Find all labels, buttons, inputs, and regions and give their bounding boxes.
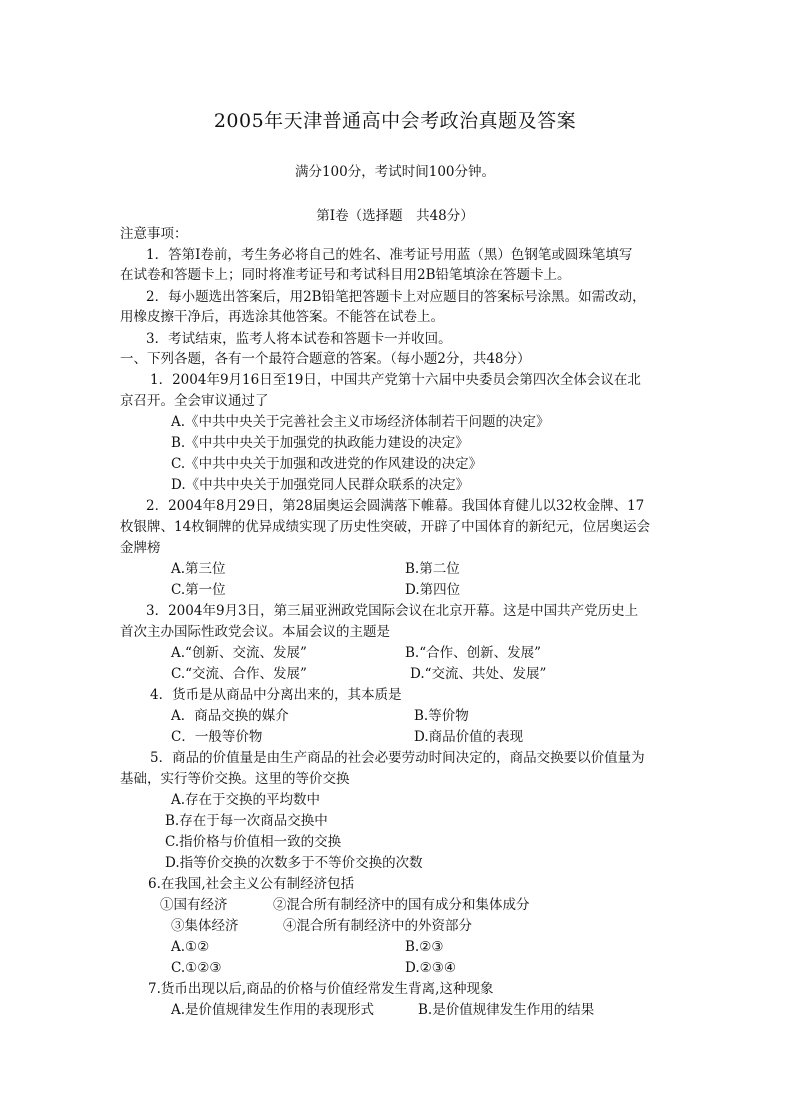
question-5-option-d: D.指等价交换的次数多于不等价交换的次数 xyxy=(165,855,423,871)
question-6-item-2: ②混合所有制经济中的国有成分和集体成分 xyxy=(273,897,530,913)
section-heading xyxy=(0,204,790,224)
question-6-option-c: C.①②③ xyxy=(171,960,222,976)
question-5-option-a: A.存在于交换的平均数中 xyxy=(171,792,321,808)
question-3-option-a: A.“创新、交流、发展” xyxy=(171,645,307,661)
page-title: 2005年天津普通高中会考政治真题及答案 xyxy=(213,110,577,132)
question-4-line-1: 4．货币是从商品中分离出来的，其本质是 xyxy=(150,687,402,703)
question-6-item-4: ④混合所有制经济中的外资部分 xyxy=(283,918,472,934)
question-5-line-2: 基础，实行等价交换。这里的等价交换 xyxy=(120,771,350,787)
question-2-line-3: 金牌榜 xyxy=(120,540,161,556)
question-2-option-a: A.第三位 xyxy=(171,561,226,577)
question-5-option-c: C.指价格与价值相一致的交换 xyxy=(165,834,342,850)
question-3-option-c: C.“交流、合作、发展” xyxy=(171,666,307,682)
question-2-option-b: B.第二位 xyxy=(405,561,460,577)
notice-line-1: 1．答第Ⅰ卷前，考生务必将自己的姓名、准考证号用蓝（黑）色钢笔或圆珠笔填写 xyxy=(146,247,633,263)
question-2-line-1: 2．2004年8月29日，第28届奥运会圆满落下帷幕。我国体育健儿以32枚金牌、17 xyxy=(146,498,645,514)
exam-subtitle: 满分100分，考试时间100分钟。 xyxy=(294,164,496,180)
question-7-option-b: B.是价值规律发生作用的结果 xyxy=(418,1002,595,1018)
question-5-line-1: 5．商品的价值量是由生产商品的社会必要劳动时间决定的，商品交换要以价值量为 xyxy=(150,750,645,766)
question-1-option-a: A.《中共中央关于完善社会主义市场经济体制若干问题的决定》 xyxy=(171,414,550,430)
notice-line-3: 2．每小题选出答案后，用2B铅笔把答题卡上对应题目的答案标号涂黑。如需改动， xyxy=(146,289,646,305)
question-3-line-1: 3．2004年9月3日，第三届亚洲政党国际会议在北京开幕。这是中国共产党历史上 xyxy=(146,603,639,619)
notice-line-5: 3．考试结束，监考人将本试卷和答题卡一并收回。 xyxy=(146,331,452,347)
section-heading-text: 第Ⅰ卷（选择题 共48分） xyxy=(316,208,474,224)
part-one-heading: 一、下列各题，各有一个最符合题意的答案。（每小题2分，共48分） xyxy=(120,351,531,367)
question-7-option-a: A.是价值规律发生作用的表现形式 xyxy=(171,1002,375,1018)
question-2-option-d: D.第四位 xyxy=(405,582,461,598)
question-1-line-1: 1．2004年9月16日至19日，中国共产党第十六届中央委员会第四次全体会议在北 xyxy=(150,372,641,388)
question-4-option-b: B.等价物 xyxy=(414,708,469,724)
notice-heading: 注意事项： xyxy=(120,226,188,242)
question-3-line-2: 首次主办国际性政党会议。本届会议的主题是 xyxy=(120,624,390,640)
question-3-option-d: D.“交流、共处、发展” xyxy=(410,666,547,682)
notice-line-4: 用橡皮擦干净后，再选涂其他答案。不能答在试卷上。 xyxy=(120,309,444,325)
notice-line-2: 在试卷和答题卡上；同时将准考证号和考试科目用2B铅笔填涂在答题卡上。 xyxy=(120,267,571,283)
question-3-option-b: B.“合作、创新、发展” xyxy=(405,645,542,661)
question-6-item-1: ①国有经济 xyxy=(160,897,228,913)
question-6-line-1: 6.在我国,社会主义公有制经济包括 xyxy=(148,876,355,892)
question-6-option-a: A.①② xyxy=(171,939,210,955)
question-1-option-d: D.《中共中央关于加强党同人民群众联系的决定》 xyxy=(171,477,470,493)
question-1-line-2: 京召开。全会审议通过了 xyxy=(120,393,269,409)
question-1-option-c: C.《中共中央关于加强和改进党的作风建设的决定》 xyxy=(171,456,483,472)
question-4-option-d: D.商品价值的表现 xyxy=(414,729,524,745)
question-7-line-1: 7.货币出现以后,商品的价格与价值经常发生背离,这种现象 xyxy=(148,981,494,997)
question-5-option-b: B.存在于每一次商品交换中 xyxy=(165,813,328,829)
question-6-option-d: D.②③④ xyxy=(405,960,456,976)
question-6-option-b: B.②③ xyxy=(405,939,444,955)
question-4-option-a: A．商品交换的媒介 xyxy=(171,708,289,724)
question-2-option-c: C.第一位 xyxy=(171,582,226,598)
question-2-line-2: 枚银牌、14枚铜牌的优异成绩实现了历史性突破，开辟了中国体育的新纪元，位居奥运会 xyxy=(120,519,651,535)
question-4-option-c: C．一般等价物 xyxy=(171,729,263,745)
question-6-item-3: ③集体经济 xyxy=(171,918,239,934)
question-1-option-b: B.《中共中央关于加强党的执政能力建设的决定》 xyxy=(171,435,469,451)
